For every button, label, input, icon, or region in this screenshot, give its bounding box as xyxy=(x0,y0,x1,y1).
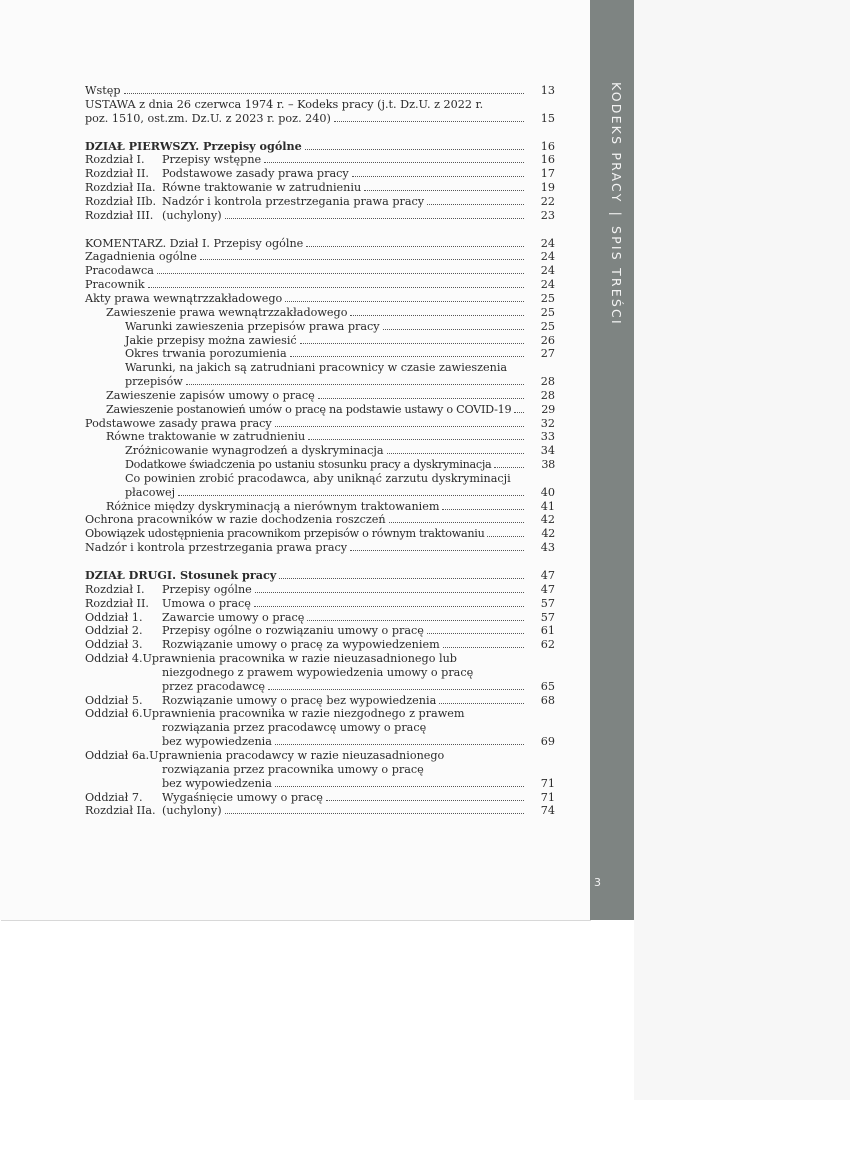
toc-entry xyxy=(85,320,555,334)
toc-label: Rozdział IIa. xyxy=(85,181,156,195)
toc-page: 57 xyxy=(540,610,555,624)
toc-entry xyxy=(85,527,555,541)
toc-label: Oddział 7. xyxy=(85,790,143,804)
toc-page: 25 xyxy=(540,305,555,319)
toc-title: Zagadnienia ogólne xyxy=(85,250,197,264)
toc-entry xyxy=(85,749,555,763)
toc-label: Oddział 3. xyxy=(85,638,143,652)
toc-page: 42 xyxy=(541,527,555,541)
page-number: 3 xyxy=(594,876,601,889)
toc-entry xyxy=(85,638,555,652)
toc-entry xyxy=(85,597,555,611)
toc-entry xyxy=(85,472,555,486)
table-of-contents xyxy=(85,84,555,818)
toc-entry xyxy=(85,569,555,583)
toc-page: 68 xyxy=(540,693,555,707)
toc-entry xyxy=(85,666,555,680)
toc-title: przepisów xyxy=(125,375,183,389)
toc-label: Oddział 2. xyxy=(85,624,143,638)
toc-page: 24 xyxy=(540,278,555,292)
toc-page: 25 xyxy=(540,319,555,333)
toc-label: Oddział 6a. xyxy=(85,748,150,762)
toc-entry xyxy=(85,292,555,306)
book-title: KODEKS PRACY xyxy=(609,82,624,204)
toc-title: rozwiązania przez pracownika umowy o pracę xyxy=(162,762,424,776)
toc-page: 61 xyxy=(540,624,555,638)
toc-page: 40 xyxy=(540,485,555,499)
toc-title: Zawieszenie zapisów umowy o pracę xyxy=(106,388,315,402)
toc-entry xyxy=(85,652,555,666)
toc-page: 13 xyxy=(540,84,555,97)
toc-page: 38 xyxy=(541,458,555,472)
toc-title: poz. 1510, ost.zm. Dz.U. z 2023 r. poz. 240) xyxy=(85,111,331,125)
toc-entry xyxy=(85,417,555,431)
toc-page: 62 xyxy=(540,638,555,652)
toc-entry xyxy=(85,264,555,278)
toc-entry xyxy=(85,791,555,805)
toc-label: Rozdział II. xyxy=(85,596,149,610)
toc-entry xyxy=(85,278,555,292)
toc-page: 24 xyxy=(540,250,555,264)
adjacent-sheet xyxy=(634,0,850,1100)
toc-entry xyxy=(85,804,555,818)
toc-entry xyxy=(85,237,555,251)
toc-entry xyxy=(85,195,555,209)
toc-page: 28 xyxy=(540,388,555,402)
toc-page: 22 xyxy=(540,194,555,208)
toc-title: przez pracodawcę xyxy=(162,679,265,693)
toc-label: Rozdział I. xyxy=(85,582,145,596)
toc-title: Jakie przepisy można zawiesić xyxy=(125,333,297,347)
toc-title: (uchylony) xyxy=(162,804,222,818)
toc-page: 16 xyxy=(540,139,555,153)
toc-page: 24 xyxy=(540,236,555,250)
toc-entry xyxy=(85,430,555,444)
toc-page: 33 xyxy=(540,430,555,444)
toc-title: Umowa o pracę xyxy=(162,596,251,610)
toc-label: Oddział 5. xyxy=(85,693,143,707)
toc-entry xyxy=(85,306,555,320)
toc-title: USTAWA z dnia 26 czerwca 1974 r. – Kodeks pracy (j.t. Dz.U. z 2022 r. xyxy=(85,97,484,111)
toc-title: Zawieszenie prawa wewnątrzzakładowego xyxy=(106,305,348,319)
toc-section-title: DZIAŁ PIERWSZY. Przepisy ogólne xyxy=(85,138,302,153)
toc-title: Równe traktowanie w zatrudnieniu xyxy=(106,430,306,444)
header-separator: | xyxy=(609,211,624,218)
toc-page: 23 xyxy=(540,208,555,222)
toc-page: 42 xyxy=(540,513,555,527)
toc-page: 29 xyxy=(541,402,555,416)
toc-title: Przepisy ogólne xyxy=(162,582,252,596)
toc-title: Warunki zawieszenia przepisów prawa pracy xyxy=(125,319,380,333)
toc-title: (uchylony) xyxy=(162,208,222,222)
toc-label: Rozdział I. xyxy=(85,153,145,167)
toc-title: Ochrona pracowników w razie dochodzenia roszczeń xyxy=(85,513,386,527)
toc-entry xyxy=(85,403,555,417)
toc-page: 28 xyxy=(540,375,555,389)
section-title: SPIS TREŚCI xyxy=(609,226,624,326)
toc-section-title: KOMENTARZ. Dział I. Przepisy ogólne xyxy=(85,236,304,250)
toc-title: Dodatkowe świadczenia po ustaniu stosunku pracy a dyskryminacja xyxy=(125,458,492,472)
toc-title: Pracownik xyxy=(85,278,145,292)
toc-entry xyxy=(85,611,555,625)
toc-title: Nadzór i kontrola przestrzegania prawa pracy xyxy=(162,194,425,208)
toc-entry xyxy=(85,250,555,264)
toc-entry xyxy=(85,112,555,126)
toc-entry xyxy=(85,513,555,527)
toc-entry xyxy=(85,167,555,181)
toc-entry xyxy=(85,209,555,223)
toc-page: 24 xyxy=(540,264,555,278)
running-header xyxy=(609,82,624,326)
toc-page: 15 xyxy=(540,111,555,125)
toc-label: Oddział 6. xyxy=(85,707,143,721)
toc-entry xyxy=(85,500,555,514)
toc-title: Akty prawa wewnątrzzakładowego xyxy=(85,291,283,305)
toc-page: 32 xyxy=(540,416,555,430)
toc-label: Oddział 1. xyxy=(85,610,143,624)
toc-entry xyxy=(85,375,555,389)
toc-entry xyxy=(85,181,555,195)
toc-title: Zawarcie umowy o pracę xyxy=(162,610,305,624)
toc-entry xyxy=(85,334,555,348)
toc-title: Uprawnienia pracownika w razie niezgodnego z prawem xyxy=(142,707,465,721)
toc-page: 47 xyxy=(540,569,555,582)
toc-title: rozwiązania przez pracodawcę umowy o pracę xyxy=(162,721,427,735)
toc-title: bez wypowiedzenia xyxy=(162,735,272,749)
toc-label: Rozdział IIa. xyxy=(85,804,156,818)
toc-label: Rozdział II. xyxy=(85,167,149,181)
toc-title: Zawieszenie postanowień umów o pracę na podstawie ustawy o COVID-19 xyxy=(106,402,512,416)
toc-title: Równe traktowanie w zatrudnieniu xyxy=(162,181,362,195)
toc-page: 41 xyxy=(540,499,555,513)
toc-title: Przepisy wstępne xyxy=(162,153,262,167)
toc-label: Rozdział IIb. xyxy=(85,194,157,208)
toc-entry xyxy=(85,458,555,472)
toc-entry xyxy=(85,541,555,555)
toc-label: Oddział 4. xyxy=(85,652,143,666)
toc-page: 69 xyxy=(540,735,555,749)
toc-title: Podstawowe zasady prawa pracy xyxy=(162,167,349,181)
toc-title: Uprawnienia pracodawcy w razie nieuzasadnionego xyxy=(149,748,445,762)
toc-title: Rozwiązanie umowy o pracę za wypowiedzeniem xyxy=(162,638,440,652)
toc-page: 26 xyxy=(540,333,555,347)
sidebar-band xyxy=(590,0,634,920)
toc-title: Rozwiązanie umowy o pracę bez wypowiedzenia xyxy=(162,693,437,707)
toc-entry xyxy=(85,583,555,597)
toc-title: Uprawnienia pracownika w razie nieuzasadnionego lub xyxy=(142,652,457,666)
toc-entry xyxy=(85,389,555,403)
toc-title: Przepisy ogólne o rozwiązaniu umowy o pracę xyxy=(162,624,424,638)
toc-page: 25 xyxy=(540,291,555,305)
toc-title: Wstęp xyxy=(85,84,121,97)
toc-page: 57 xyxy=(540,596,555,610)
toc-page: 43 xyxy=(540,541,555,555)
toc-page: 47 xyxy=(540,582,555,596)
toc-title: Obowiązek udostępnienia pracownikom przepisów o równym traktowaniu xyxy=(85,527,485,541)
toc-page: 16 xyxy=(540,153,555,167)
toc-title: Co powinien zrobić pracodawca, aby uniknąć zarzutu dyskryminacji xyxy=(125,471,511,485)
toc-entry xyxy=(85,98,555,112)
toc-entry xyxy=(85,624,555,638)
toc-page: 71 xyxy=(540,776,555,790)
toc-entry xyxy=(85,721,555,735)
toc-title: bez wypowiedzenia xyxy=(162,776,272,790)
toc-title: Wygaśnięcie umowy o pracę xyxy=(162,790,323,804)
toc-page: 27 xyxy=(540,347,555,361)
toc-page: 71 xyxy=(540,790,555,804)
toc-entry xyxy=(85,153,555,167)
toc-entry xyxy=(85,347,555,361)
toc-title: płacowej xyxy=(125,485,176,499)
toc-entry xyxy=(85,140,555,154)
toc-entry xyxy=(85,486,555,500)
toc-entry xyxy=(85,777,555,791)
toc-entry xyxy=(85,707,555,721)
toc-title: Różnice między dyskryminacją a nierównym traktowaniem xyxy=(106,499,440,513)
toc-title: Warunki, na jakich są zatrudniani pracownicy w czasie zawieszenia xyxy=(125,361,508,375)
toc-page: 74 xyxy=(540,804,555,818)
toc-entry xyxy=(85,694,555,708)
toc-entry xyxy=(85,680,555,694)
toc-entry xyxy=(85,84,555,98)
toc-entry xyxy=(85,361,555,375)
toc-entry xyxy=(85,444,555,458)
toc-page: 34 xyxy=(540,444,555,458)
toc-title: Podstawowe zasady prawa pracy xyxy=(85,416,272,430)
toc-entry xyxy=(85,735,555,749)
toc-title: Zróżnicowanie wynagrodzeń a dyskryminacja xyxy=(125,444,384,458)
toc-section-title: DZIAŁ DRUGI. Stosunek pracy xyxy=(85,568,277,582)
toc-title: Okres trwania porozumienia xyxy=(125,347,287,361)
toc-label: Rozdział III. xyxy=(85,208,154,222)
toc-title: Pracodawca xyxy=(85,264,154,278)
toc-entry xyxy=(85,763,555,777)
toc-title: niezgodnego z prawem wypowiedzenia umowy o pracę xyxy=(162,665,474,679)
toc-page: 19 xyxy=(540,181,555,195)
toc-title: Nadzór i kontrola przestrzegania prawa pracy xyxy=(85,541,348,555)
toc-page: 65 xyxy=(540,679,555,693)
toc-page: 17 xyxy=(540,167,555,181)
